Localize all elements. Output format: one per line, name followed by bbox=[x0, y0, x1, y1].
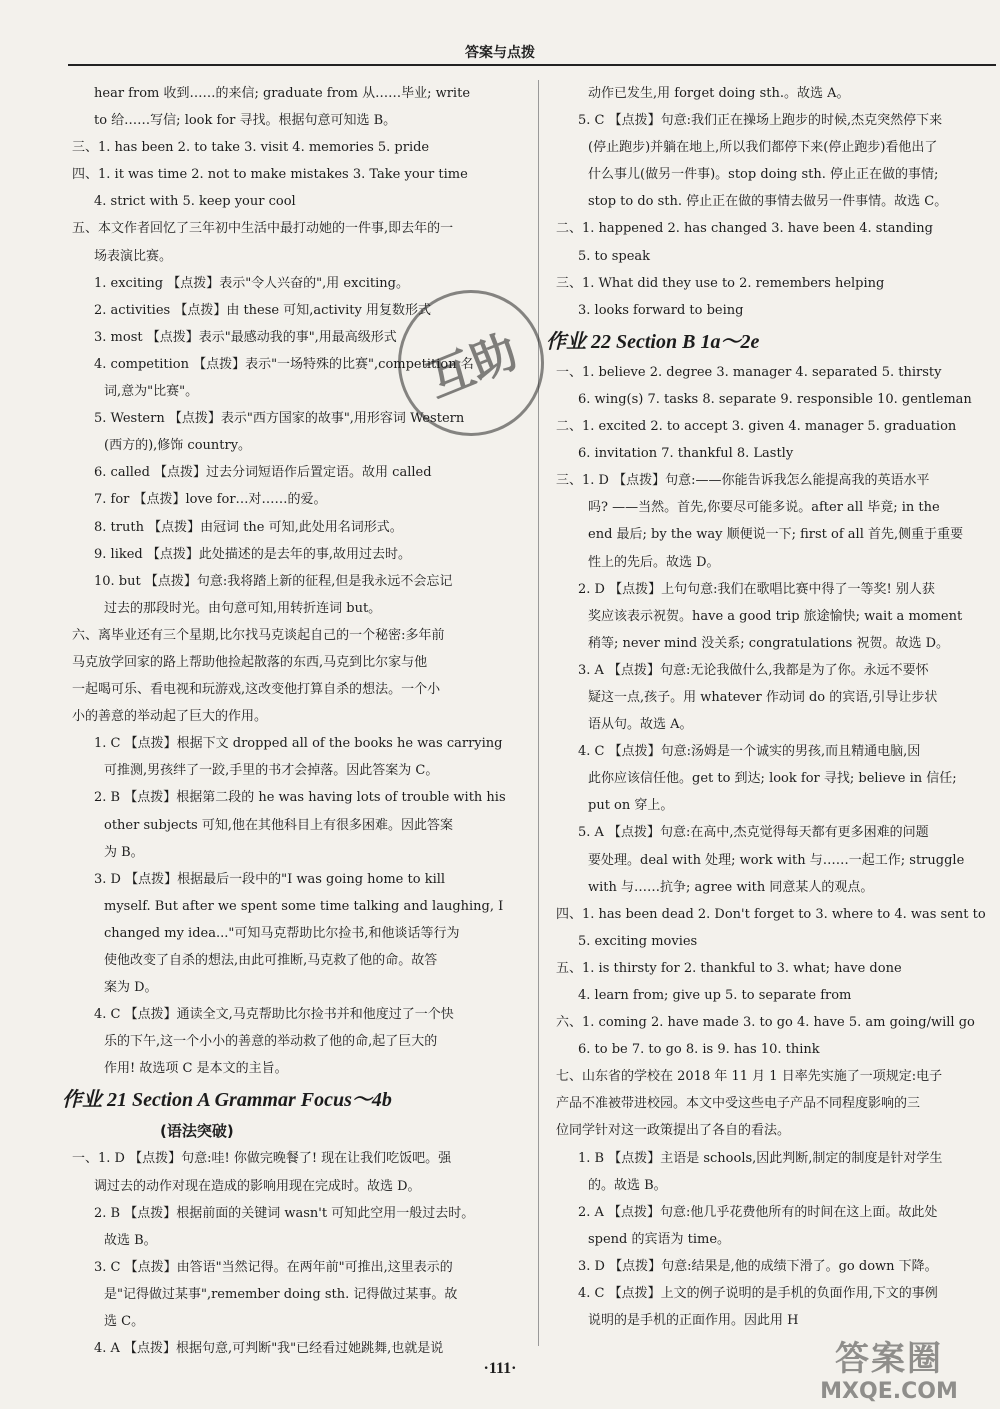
answer-line: stop to do sth. 停止正在做的事情去做另一件事情。故选 C。 bbox=[588, 194, 948, 210]
answer-line: 七、山东省的学校在 2018 年 11 月 1 日率先实施了一项规定:电子 bbox=[556, 1069, 943, 1085]
answer-line: 5. A 【点拨】句意:在高中,杰克觉得每天都有更多困难的问题 bbox=[578, 825, 929, 841]
answer-line: 二、1. excited 2. to accept 3. given 4. manager 5. graduation bbox=[556, 419, 957, 435]
answer-line: 马克放学回家的路上帮助他捡起散落的东西,马克到比尔家与他 bbox=[72, 654, 428, 670]
answer-line: 3. most 【点拨】表示"最感动我的事",用最高级形式 bbox=[94, 329, 397, 345]
answer-line: 故选 B。 bbox=[104, 1232, 157, 1248]
right-column bbox=[546, 80, 994, 1334]
watermark-url: MXQE.COM bbox=[820, 1379, 958, 1404]
answer-line: 吗? ——当然。首先,你要尽可能多说。after all 毕竟; in the bbox=[588, 500, 940, 516]
answer-line: changed my idea..."可知马克帮助比尔捡书,和他谈话等行为 bbox=[104, 925, 460, 941]
answer-line: 5. C 【点拨】句意:我们正在操场上跑步的时候,杰克突然停下来 bbox=[578, 113, 943, 129]
answer-line: 一起喝可乐、看电视和玩游戏,这改变他打算自杀的想法。一个小 bbox=[72, 682, 441, 698]
answer-line: 五、本文作者回忆了三年初中生活中最打动她的一件事,即去年的一 bbox=[72, 221, 454, 237]
left-answer-block bbox=[72, 80, 524, 1082]
answer-line: spend 的宾语为 time。 bbox=[588, 1231, 731, 1247]
answer-line: 选 C。 bbox=[104, 1314, 145, 1330]
answer-line: 4. learn from; give up 5. to separate from bbox=[578, 988, 852, 1003]
answer-line: 为 B。 bbox=[104, 844, 144, 860]
answer-line: (西方的),修饰 country。 bbox=[104, 438, 252, 454]
answer-line: 5. Western 【点拨】表示"西方国家的故事",用形容词 Western bbox=[94, 411, 465, 427]
answer-line: 6. to be 7. to go 8. is 9. has 10. think bbox=[578, 1042, 820, 1058]
answer-line: 是"记得做过某事",remember doing sth. 记得做过某事。故 bbox=[104, 1286, 458, 1302]
answer-line: 6. wing(s) 7. tasks 8. separate 9. responsible 10. gentleman bbox=[578, 391, 972, 407]
answer-line: 三、1. What did they use to 2. remembers helping bbox=[556, 275, 885, 291]
answer-line: 3. looks forward to being bbox=[578, 302, 744, 318]
answer-line: 的。故选 B。 bbox=[588, 1177, 667, 1193]
answer-line: 4. C 【点拨】句意:汤姆是一个诚实的男孩,而且精通电脑,因 bbox=[578, 744, 921, 760]
answer-line: 7. for 【点拨】love for…对……的爱。 bbox=[94, 492, 327, 508]
answer-line: 场表演比赛。 bbox=[94, 248, 173, 264]
answer-line: 6. invitation 7. thankful 8. Lastly bbox=[578, 446, 794, 462]
answer-line: 过去的那段时光。由句意可知,用转折连词 but。 bbox=[104, 600, 382, 616]
answer-line: 3. C 【点拨】由答语"当然记得。在两年前"可推出,这里表示的 bbox=[94, 1259, 453, 1275]
watermark-logo bbox=[784, 1331, 994, 1404]
answer-line: 小的善意的举动起了巨大的作用。 bbox=[72, 709, 268, 725]
answer-line: 4. C 【点拨】上文的例子说明的是手机的负面作用,下文的事例 bbox=[578, 1286, 938, 1302]
answer-line: 1. B 【点拨】主语是 schools,因此判断,制定的制度是针对学生 bbox=[578, 1150, 943, 1166]
answer-line: hear from 收到……的来信; graduate from 从……毕业; write bbox=[94, 86, 471, 101]
answer-line: 产品不准被带进校园。本文中受这些电子产品不同程度影响的三 bbox=[556, 1096, 921, 1112]
answer-line: 位同学针对这一政策提出了各自的看法。 bbox=[556, 1123, 791, 1139]
right-answer-block bbox=[556, 80, 994, 324]
answer-line: 2. B 【点拨】根据第二段的 he was having lots of trouble with his bbox=[94, 790, 506, 806]
answer-line: 动作已发生,用 forget doing sth.。故选 A。 bbox=[588, 86, 850, 101]
answer-line: 六、离毕业还有三个星期,比尔找马克谈起自己的一个秘密:多年前 bbox=[72, 627, 445, 643]
answer-line: 5. to speak bbox=[578, 248, 651, 264]
right-answer-block-2 bbox=[556, 359, 994, 1334]
answer-line: end 最后; by the way 顺便说一下; first of all 首先,侧重于重要 bbox=[588, 527, 964, 543]
answer-line: 乐的下午,这一个小小的善意的举动救了他的命,起了巨大的 bbox=[104, 1034, 438, 1050]
answer-line: 4. A 【点拨】根据句意,可判断"我"已经看过她跳舞,也就是说 bbox=[94, 1341, 444, 1357]
answer-line: 3. A 【点拨】句意:无论我做什么,我都是为了你。永远不要怀 bbox=[578, 662, 929, 678]
answer-line: 要处理。deal with 处理; work with 与……一起工作; struggle bbox=[588, 852, 965, 868]
section-22-title: 作业 22 Section B 1a～2e bbox=[546, 330, 760, 353]
section-21-subtitle: (语法突破) bbox=[160, 1122, 234, 1141]
answer-line: 1. exciting 【点拨】表示"令人兴奋的",用 exciting。 bbox=[94, 275, 409, 291]
answer-line: 奖应该表示祝贺。have a good trip 旅途愉快; wait a moment bbox=[588, 608, 963, 624]
answer-line: 1. C 【点拨】根据下文 dropped all of the books he was carrying bbox=[94, 736, 503, 752]
answer-line: put on 穿上。 bbox=[588, 798, 674, 814]
answer-line: 3. D 【点拨】根据最后一段中的"I was going home to kill bbox=[94, 871, 446, 887]
answer-line: 什么事儿(做另一件事)。stop doing sth. 停止正在做的事情; bbox=[588, 167, 939, 183]
answer-line: 一、1. believe 2. degree 3. manager 4. separated 5. thirsty bbox=[556, 364, 942, 380]
answer-line: 可推测,男孩绊了一跤,手里的书才会掉落。因此答案为 C。 bbox=[104, 763, 439, 779]
watermark-logo-text: 答案圈 bbox=[835, 1339, 943, 1379]
page-header bbox=[0, 0, 1000, 66]
answer-line: 作用! 故选项 C 是本文的主旨。 bbox=[104, 1061, 288, 1077]
answer-line: 疑这一点,孩子。用 whatever 作动词 do 的宾语,引导让步状 bbox=[588, 689, 938, 705]
answer-line: 此你应该信任他。get to 到达; look for 寻找; believe in 信任; bbox=[588, 771, 957, 787]
answer-line: (停止跑步)并躺在地上,所以我们都停下来(停止跑步)看他出了 bbox=[588, 140, 938, 156]
answer-line: 六、1. coming 2. have made 3. to go 4. have 5. am going/will go bbox=[556, 1015, 975, 1031]
section-21-title: 作业 21 Section A Grammar Focus～4b bbox=[62, 1089, 392, 1112]
page-number: ·111· bbox=[483, 1360, 517, 1377]
answer-line: 三、1. D 【点拨】句意:——你能告诉我怎么能提高我的英语水平 bbox=[556, 473, 930, 489]
answer-line: 5. exciting movies bbox=[578, 933, 698, 949]
answer-line: 四、1. it was time 2. not to make mistakes 3. Take your time bbox=[72, 167, 468, 183]
answer-line: myself. But after we spent some time talking and laughing, I bbox=[104, 898, 504, 914]
answer-line: 五、1. is thirsty for 2. thankful to 3. what; have done bbox=[556, 960, 902, 976]
answer-line: 2. activities 【点拨】由 these 可知,activity 用复数形式 bbox=[94, 302, 431, 318]
answer-line: 四、1. has been dead 2. Don't forget to 3. where to 4. was sent to bbox=[556, 906, 986, 922]
answer-line: 说明的是手机的正面作用。因此用 H bbox=[588, 1313, 799, 1329]
answer-line: 稍等; never mind 没关系; congratulations 祝贺。故选 D。 bbox=[588, 635, 949, 651]
left-answer-block-2 bbox=[72, 1145, 524, 1362]
answer-line: 二、1. happened 2. has changed 3. have been 4. standing bbox=[556, 221, 933, 237]
answer-line: 性上的先后。故选 D。 bbox=[588, 554, 720, 570]
answer-line: 一、1. D 【点拨】句意:哇! 你做完晚餐了! 现在让我们吃饭吧。强 bbox=[72, 1151, 452, 1167]
header-title: 答案与点拨 bbox=[465, 45, 535, 61]
left-column bbox=[62, 80, 524, 1362]
answer-line: 8. truth 【点拨】由冠词 the 可知,此处用名词形式。 bbox=[94, 519, 403, 535]
answer-line: to 给……写信; look for 寻找。根据句意可知选 B。 bbox=[94, 113, 397, 129]
answer-line: 三、1. has been 2. to take 3. visit 4. memories 5. pride bbox=[72, 140, 430, 156]
answer-line: 4. strict with 5. keep your cool bbox=[94, 194, 296, 210]
answer-line: 2. A 【点拨】句意:他几乎花费他所有的时间在这上面。故此处 bbox=[578, 1204, 938, 1220]
answer-line: 4. C 【点拨】通读全文,马克帮助比尔捡书并和他度过了一个快 bbox=[94, 1007, 454, 1023]
answer-line: with 与……抗争; agree with 同意某人的观点。 bbox=[588, 879, 874, 895]
answer-line: 调过去的动作对现在造成的影响用现在完成时。故选 D。 bbox=[94, 1178, 421, 1194]
answer-line: 语从句。故选 A。 bbox=[588, 717, 693, 733]
answer-line: 2. D 【点拨】上句句意:我们在歌唱比赛中得了一等奖! 别人获 bbox=[578, 581, 935, 597]
answer-line: 9. liked 【点拨】此处描述的是去年的事,故用过去时。 bbox=[94, 546, 412, 562]
answer-line: 10. but 【点拨】句意:我将踏上新的征程,但是我永远不会忘记 bbox=[94, 573, 453, 589]
stamp-seal: 互助 bbox=[376, 268, 566, 458]
answer-line: 2. B 【点拨】根据前面的关键词 wasn't 可知此空用一般过去时。 bbox=[94, 1205, 475, 1221]
answer-line: 6. called 【点拨】过去分词短语作后置定语。故用 called bbox=[94, 465, 432, 481]
answer-line: 3. D 【点拨】句意:结果是,他的成绩下滑了。go down 下降。 bbox=[578, 1258, 938, 1274]
column-divider bbox=[538, 80, 539, 1346]
answer-line: 4. competition 【点拨】表示"一场特殊的比赛",competition 名 bbox=[94, 356, 474, 372]
answer-line: 使他改变了自杀的想法,由此可推断,马克救了他的命。故答 bbox=[104, 953, 438, 968]
header-rule bbox=[68, 64, 996, 66]
answer-line: other subjects 可知,他在其他科目上有很多困难。因此答案 bbox=[104, 817, 453, 833]
answer-line: 案为 D。 bbox=[104, 980, 158, 996]
answer-line: 词,意为"比赛"。 bbox=[104, 384, 199, 400]
